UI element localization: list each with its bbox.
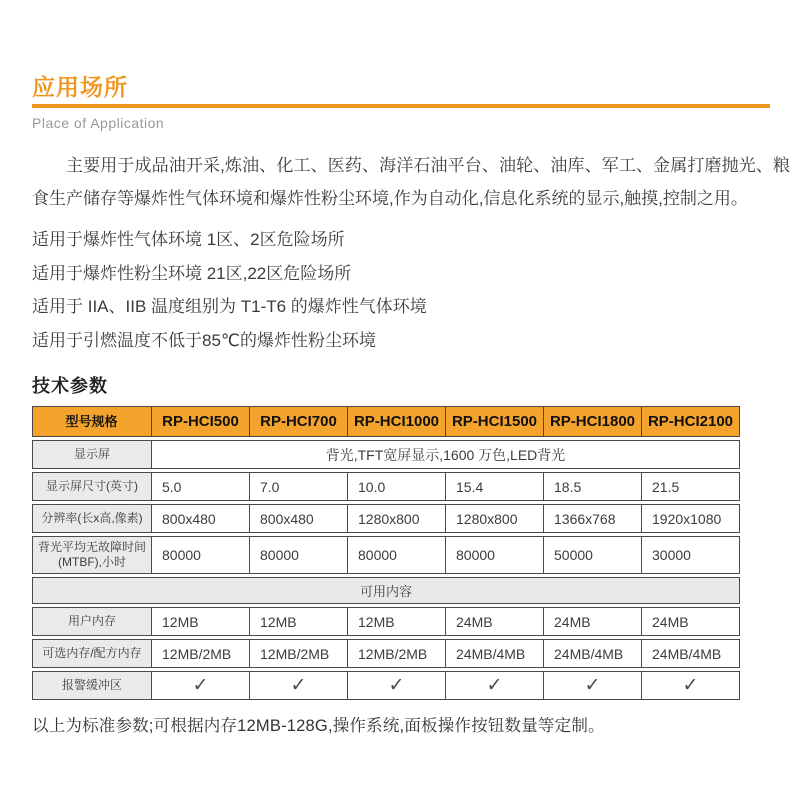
table-value-cell: ✓ (249, 672, 347, 699)
footnote: 以上为标准参数;可根据内存12MB-128G,操作系统,面板操作按钮数量等定制。 (32, 717, 605, 735)
table-value-cell: 24MB (641, 608, 739, 635)
table-value-cell: 12MB/2MB (249, 640, 347, 667)
table-section-cell: 可用内容 (33, 578, 739, 603)
table-header-cell: RP-HCI1800 (543, 407, 641, 436)
table-title: 技术参数 (32, 376, 108, 396)
table-value-cell: ✓ (445, 672, 543, 699)
table-value-cell: ✓ (151, 672, 249, 699)
table-label-cell: 显示屏 (33, 441, 151, 468)
table-value-cell: 1280x800 (445, 505, 543, 532)
table-value-cell: ✓ (641, 672, 739, 699)
table-value-cell: 24MB (445, 608, 543, 635)
table-value-cell: 12MB (151, 608, 249, 635)
table-row (32, 607, 740, 636)
section-subtitle: Place of Application (32, 115, 165, 131)
section-title-underline (32, 104, 770, 108)
table-value-cell: 12MB/2MB (347, 640, 445, 667)
table-value-cell: 1920x1080 (641, 505, 739, 532)
spec-table (32, 406, 740, 700)
table-label-cell: 显示屏尺寸(英寸) (33, 473, 151, 500)
table-row (32, 577, 740, 604)
intro-paragraph: 主要用于成品油开采,炼油、化工、医药、海洋石油平台、油轮、油库、军工、金属打磨抛光、粮食生产储存等爆炸性气体环境和爆炸性粉尘环境,作为自动化,信息化系统的显示,触摸,控制之用。 (32, 156, 790, 208)
application-line: 适用于 IIA、IIB 温度组别为 T1-T6 的爆炸性气体环境 (32, 297, 427, 316)
table-header-cell: 型号规格 (33, 407, 151, 436)
table-row (32, 504, 740, 533)
table-value-cell: 80000 (151, 537, 249, 573)
page-content (32, 74, 790, 736)
table-value-cell: 1280x800 (347, 505, 445, 532)
application-line: 适用于爆炸性气体环境 1区、2区危险场所 (32, 230, 345, 249)
table-span-cell: 背光,TFT宽屏显示,1600 万色,LED背光 (151, 441, 739, 468)
table-value-cell: 80000 (249, 537, 347, 573)
table-value-cell: 800x480 (151, 505, 249, 532)
table-label-cell: 用户内存 (33, 608, 151, 635)
table-row (32, 536, 740, 574)
table-value-cell: 800x480 (249, 505, 347, 532)
table-header-row (32, 406, 740, 437)
table-value-cell: 24MB (543, 608, 641, 635)
table-value-cell: 24MB/4MB (641, 640, 739, 667)
table-value-cell: 12MB/2MB (151, 640, 249, 667)
table-value-cell: 5.0 (151, 473, 249, 500)
table-header-cell: RP-HCI2100 (641, 407, 739, 436)
table-value-cell: 50000 (543, 537, 641, 573)
table-header-cell: RP-HCI1500 (445, 407, 543, 436)
table-value-cell: 80000 (347, 537, 445, 573)
table-row (32, 671, 740, 700)
table-header-cell: RP-HCI500 (151, 407, 249, 436)
application-line: 适用于引燃温度不低于85℃的爆炸性粉尘环境 (32, 330, 377, 350)
table-value-cell: ✓ (543, 672, 641, 699)
table-value-cell: ✓ (347, 672, 445, 699)
table-value-cell: 12MB (249, 608, 347, 635)
section-title: 应用场所 (32, 74, 128, 100)
table-label-cell: 报警缓冲区 (33, 672, 151, 699)
table-value-cell: 18.5 (543, 473, 641, 500)
table-label-cell: 可选内存/配方内存 (33, 640, 151, 667)
table-header-cell: RP-HCI1000 (347, 407, 445, 436)
table-label-cell: 背光平均无故障时间 (MTBF),小时 (33, 537, 151, 573)
table-row (32, 440, 740, 469)
table-value-cell: 30000 (641, 537, 739, 573)
table-value-cell: 12MB (347, 608, 445, 635)
application-lines (32, 223, 770, 357)
table-value-cell: 15.4 (445, 473, 543, 500)
table-value-cell: 80000 (445, 537, 543, 573)
table-value-cell: 21.5 (641, 473, 739, 500)
table-header-cell: RP-HCI700 (249, 407, 347, 436)
table-value-cell: 10.0 (347, 473, 445, 500)
table-value-cell: 24MB/4MB (543, 640, 641, 667)
table-value-cell: 7.0 (249, 473, 347, 500)
table-value-cell: 1366x768 (543, 505, 641, 532)
table-row (32, 639, 740, 668)
application-line: 适用于爆炸性粉尘环境 21区,22区危险场所 (32, 263, 352, 283)
table-row (32, 472, 740, 501)
table-label-cell: 分辨率(长x高,像素) (33, 505, 151, 532)
table-value-cell: 24MB/4MB (445, 640, 543, 667)
